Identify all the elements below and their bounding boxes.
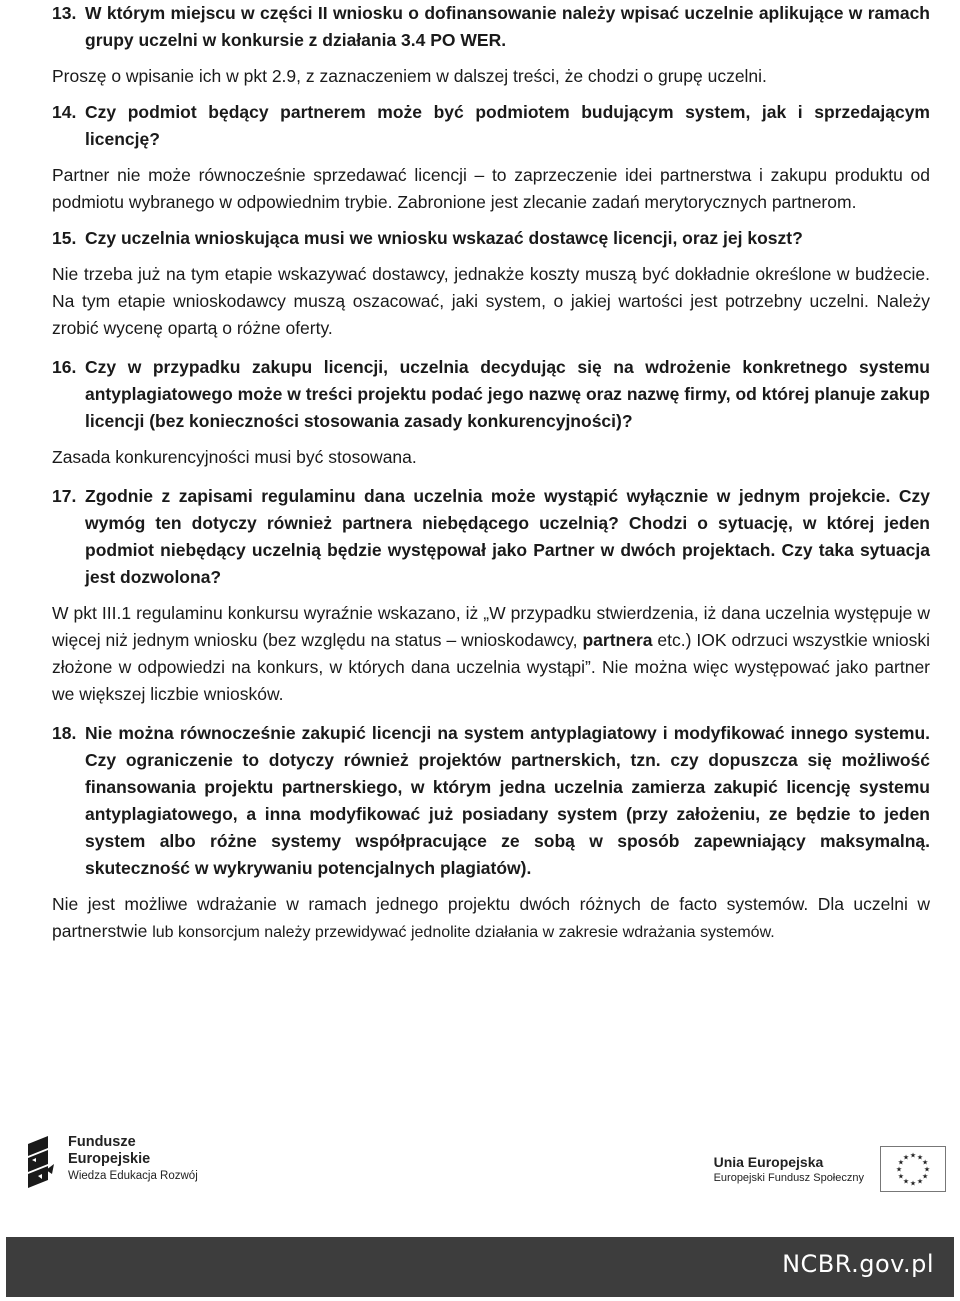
eu-star-icon: ★ xyxy=(897,1173,905,1181)
question-text: Czy podmiot będący partnerem może być podmiotem budującym system, jak i sprzedającym licencję? xyxy=(85,102,930,149)
ue-line-1: Unia Europejska xyxy=(713,1154,824,1170)
answer-18 xyxy=(52,891,930,946)
eu-flag-icon xyxy=(880,1146,946,1192)
answer-16: Zasada konkurencyjności musi być stosowana. xyxy=(52,447,417,467)
question-14 xyxy=(52,99,930,153)
question-number: 13. xyxy=(52,3,77,23)
question-number: 16. xyxy=(52,357,77,377)
question-number: 18. xyxy=(52,723,77,743)
fe-line-2: Europejskie xyxy=(68,1151,151,1167)
eu-star-icon: ★ xyxy=(916,1178,924,1186)
eu-star-icon: ★ xyxy=(895,1166,903,1174)
question-17 xyxy=(52,483,930,591)
fundusze-europejskie-logo-icon xyxy=(26,1134,56,1192)
ue-logo-text xyxy=(714,1154,864,1185)
question-text: W którym miejscu w części II wniosku o dofinansowanie należy wpisać uczelnie aplikujące w ramach grupy uczelni w konkursie z działania 3.4 PO WER. xyxy=(85,3,930,50)
question-16 xyxy=(52,354,930,435)
eu-star-icon: ★ xyxy=(916,1154,924,1162)
answer-13: Proszę o wpisanie ich w pkt 2.9, z zaznaczeniem w dalszej treści, że chodzi o grupę uczelni. xyxy=(52,66,767,86)
question-text: Czy w przypadku zakupu licencji, uczelnia decydując się na wdrożenie konkretnego systemu antyplagiatowego może w treści projektu podać jego nazwę oraz nazwę firmy, od której planuje zakup licencji (bez konieczności stosowania zasady konkurencyjności)? xyxy=(85,357,930,431)
eu-star-icon: ★ xyxy=(897,1159,905,1167)
eu-star-icon: ★ xyxy=(902,1154,910,1162)
eu-star-icon: ★ xyxy=(909,1180,917,1188)
answer-15: Nie trzeba już na tym etapie wskazywać dostawcy, jednakże koszty muszą być dokładnie określone w budżecie. Na tym etapie wnioskodawcy muszą oszacować, jaki system, o jakiej wartości jest potrzebny uczelni. Należy zrobić wycenę opartą o różne oferty. xyxy=(52,264,930,338)
answer-text: Nie jest możliwe wdrażanie w ramach jednego projektu dwóch różnych de facto systemów. Dla uczelni w partnerstwie xyxy=(52,894,930,941)
faq-document xyxy=(52,0,930,946)
question-18 xyxy=(52,720,930,882)
eu-star-icon: ★ xyxy=(923,1166,931,1174)
fe-line-1: Fundusze xyxy=(68,1134,136,1150)
fe-logo-text xyxy=(68,1134,198,1184)
site-link[interactable]: NCBR.gov.pl xyxy=(782,1250,934,1278)
footer-logos xyxy=(0,1128,960,1198)
question-number: 15. xyxy=(52,228,77,248)
footer-bar xyxy=(6,1237,954,1297)
eu-star-icon: ★ xyxy=(909,1152,917,1160)
fe-line-3: Wiedza Edukacja Rozwój xyxy=(68,1170,198,1182)
answer-emphasis: partnera xyxy=(582,630,653,650)
eu-star-icon: ★ xyxy=(921,1159,929,1167)
question-number: 17. xyxy=(52,486,77,506)
answer-14: Partner nie może równocześnie sprzedawać licencji – to zaprzeczenie idei partnerstwa i zakupu produktu od podmiotu wybranego w odpowiednim trybie. Zabronione jest zlecanie zadań merytorycznych partnerom. xyxy=(52,165,930,212)
answer-17 xyxy=(52,600,930,708)
answer-text: W pkt III.1 regulaminu konkursu wyraźnie wskazano, iż „W przypadku stwierdzenia, iż dana uczelnia występuje w więcej niż jednym wniosku (bez względu na status – wnioskodawcy, xyxy=(52,603,930,650)
ue-line-2: Europejski Fundusz Społeczny xyxy=(713,1172,864,1184)
question-text: Zgodnie z zapisami regulaminu dana uczelnia może wystąpić wyłącznie w jednym projekcie. Czy wymóg ten dotyczy również partnera niebędącego uczelnią? Chodzi o sytuację, w której jeden podmiot niebędący uczelnią będzie występował jako Partner w dwóch projektach. Czy taka sytuacja jest dozwolona? xyxy=(85,486,930,587)
question-number: 14. xyxy=(52,102,77,122)
question-15 xyxy=(52,225,930,252)
answer-text: etc.) IOK odrzuci wszystkie wnioski złożone w odpowiedzi na konkurs, w których dana uczelnia wystąpi”. Nie można więc występować jako partner we większej liczbie wniosków. xyxy=(52,630,930,704)
eu-star-icon: ★ xyxy=(902,1178,910,1186)
question-text: Nie można równocześnie zakupić licencji na system antyplagiatowy i modyfikować innego systemu. Czy ograniczenie to dotyczy również projektów partnerskich, tzn. czy dopuszcza się możliwość finansowania projektu partnerskiego, w którym jedna uczelnia zamierza zakupić licencję systemu antyplagiatowego, a inna modyfikować już posiadany system (przy założeniu, ze będzie to jeden system albo różne systemy współpracujące ze sobą w sposób zapewniający maksymalną. skuteczność w wykrywaniu potencjalnych plagiatów). xyxy=(85,723,930,878)
answer-text-small: lub konsorcjum należy przewidywać jednolite działania w zakresie wdrażania systemów. xyxy=(152,924,775,941)
eu-star-icon: ★ xyxy=(921,1173,929,1181)
question-13 xyxy=(52,0,930,54)
question-text: Czy uczelnia wnioskująca musi we wniosku wskazać dostawcę licencji, oraz jej koszt? xyxy=(85,228,803,248)
